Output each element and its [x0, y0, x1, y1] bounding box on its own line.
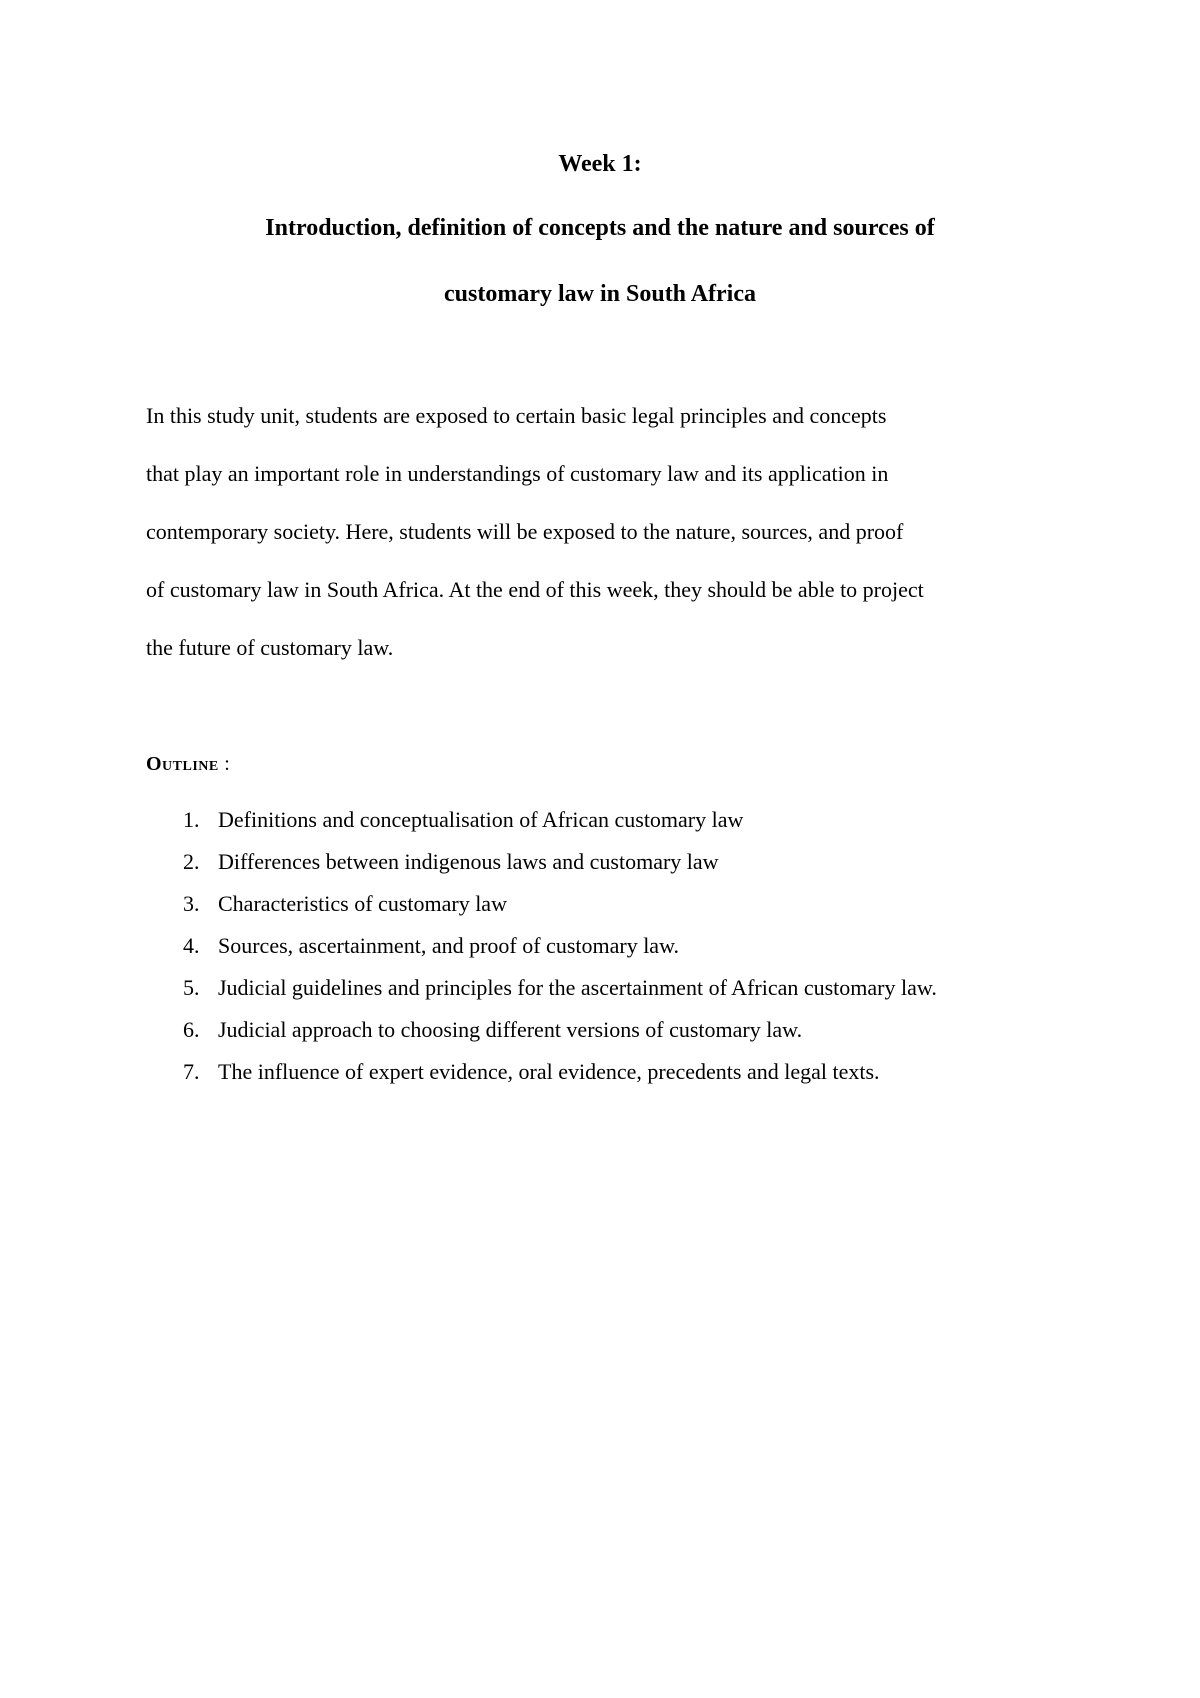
outline-item-text: Characteristics of customary law	[218, 891, 507, 916]
intro-line: contemporary society. Here, students will be exposed to the nature, sources, and proof	[146, 519, 904, 544]
intro-line: In this study unit, students are exposed to certain basic legal principles and concepts	[146, 403, 887, 428]
outline-heading-label: Outline	[146, 753, 219, 775]
outline-item-number: 6.	[183, 1017, 200, 1042]
outline-item-number: 2.	[183, 849, 200, 874]
outline-item-number: 5.	[183, 975, 200, 1000]
outline-item-number: 7.	[183, 1059, 200, 1084]
document-title-line-1: Introduction, definition of concepts and the nature and sources of	[265, 215, 935, 241]
outline-item-text: Judicial approach to choosing different versions of customary law.	[218, 1017, 803, 1042]
outline-item-text: Definitions and conceptualisation of African customary law	[218, 807, 744, 832]
outline-item-number: 3.	[183, 891, 200, 916]
intro-line: the future of customary law.	[146, 635, 394, 660]
outline-item-text: Differences between indigenous laws and customary law	[218, 849, 719, 874]
outline-heading	[146, 750, 230, 778]
intro-line: that play an important role in understandings of customary law and its application in	[146, 461, 889, 486]
outline-item-text: Sources, ascertainment, and proof of customary law.	[218, 933, 680, 958]
document-title-line-2: customary law in South Africa	[444, 281, 756, 307]
outline-item-text: The influence of expert evidence, oral evidence, precedents and legal texts.	[218, 1059, 880, 1084]
week-heading: Week 1:	[558, 151, 642, 177]
intro-line: of customary law in South Africa. At the end of this week, they should be able to project	[146, 577, 924, 602]
outline-item-number: 1.	[183, 807, 200, 832]
outline-item-number: 4.	[183, 933, 200, 958]
outline-heading-colon: :	[224, 753, 231, 775]
outline-item-text: Judicial guidelines and principles for the ascertainment of African customary law.	[218, 975, 937, 1000]
